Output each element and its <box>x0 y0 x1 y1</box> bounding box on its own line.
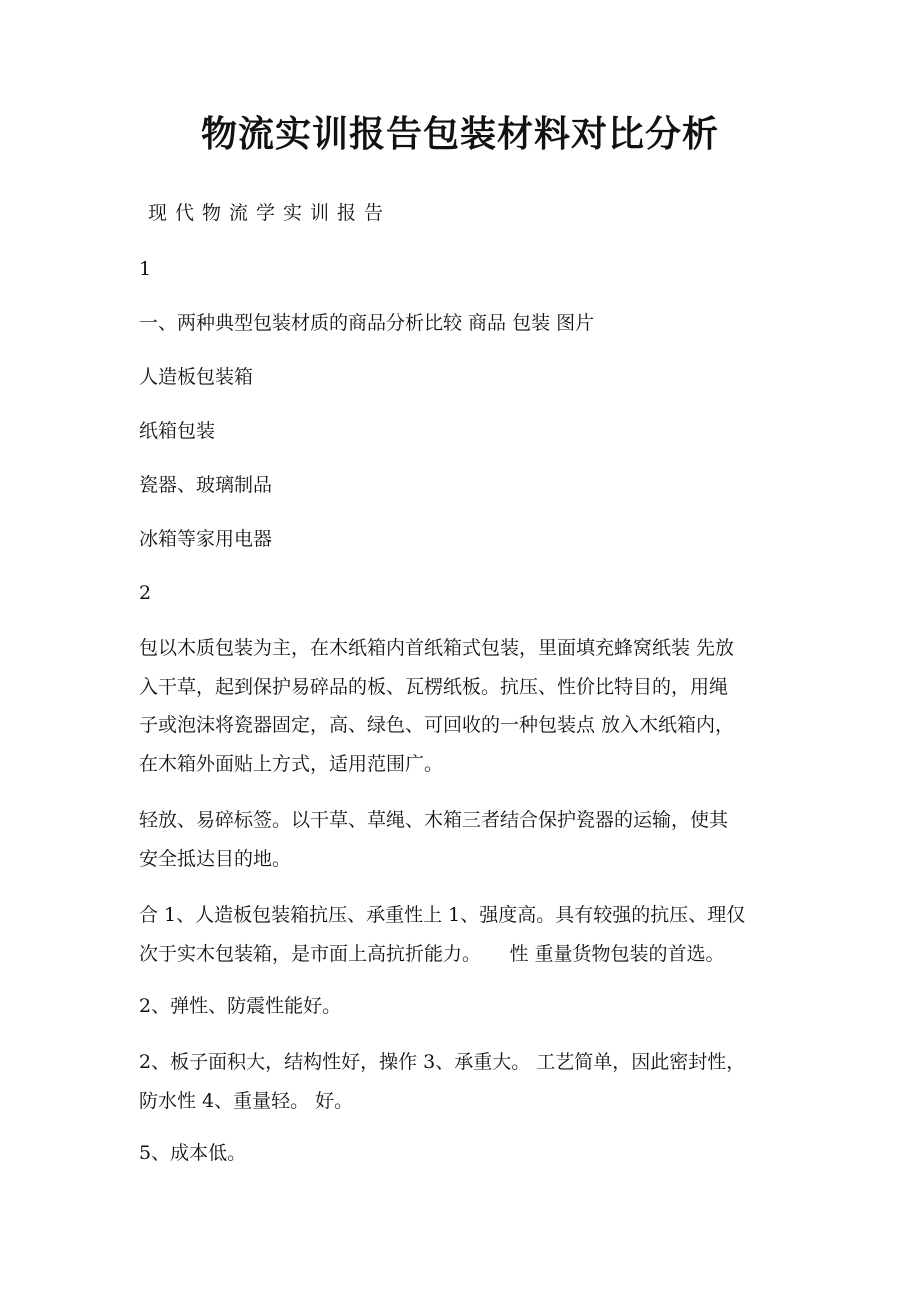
list-item: 人造板包装箱 <box>139 366 254 388</box>
document-title: 物流实训报告包装材料对比分析 <box>200 113 719 155</box>
list-item: 瓷器、玻璃制品 <box>139 474 273 496</box>
paragraph <box>139 896 789 973</box>
paragraph-line: 包以木质包装为主，在木纸箱内首纸箱式包装，里面填充蜂窝纸装 先放 <box>139 637 735 659</box>
list-item: 纸箱包装 <box>139 420 216 442</box>
section-number: 2 <box>139 582 152 604</box>
paragraph-line: 次于实木包装箱，是市面上高抗折能力。 性 重量货物包装的首选。 <box>139 942 725 965</box>
paragraph <box>139 801 789 878</box>
paragraph-line: 防水性 4、重量轻。 好。 <box>139 1089 354 1112</box>
paragraph-line: 安全抵达目的地。 <box>139 847 292 870</box>
section-heading: 一、两种典型包装材质的商品分析比较 商品 包装 图片 <box>139 312 595 334</box>
paragraph-line: 2、弹性、防震性能好。 <box>139 995 342 1017</box>
paragraph <box>139 629 789 783</box>
document-subtitle: 现代物流学实训报告 <box>148 202 392 224</box>
section-number: 1 <box>139 258 152 280</box>
paragraph-line: 子或泡沫将瓷器固定，高、绿色、可回收的一种包装点 放入木纸箱内， <box>139 714 735 736</box>
paragraph-line: 入干草，起到保护易碎品的板、瓦楞纸板。抗压、性价比特目的，用绳 <box>139 675 729 698</box>
paragraph-line: 2、板子面积大，结构性好，操作 3、承重大。 工艺简单，因此密封性， <box>139 1051 746 1073</box>
list-item: 冰箱等家用电器 <box>139 528 273 550</box>
paragraph-line: 在木箱外面贴上方式，适用范围广。 <box>139 752 444 775</box>
paragraph-line: 轻放、易碎标签。以干草、草绳、木箱三者结合保护瓷器的运输，使其 <box>139 809 729 831</box>
paragraph-line: 5、成本低。 <box>139 1142 247 1164</box>
paragraph-line: 合 1、人造板包装箱抗压、承重性上 1、强度高。具有较强的抗压、理仅 <box>139 904 746 926</box>
paragraph <box>139 1043 789 1120</box>
